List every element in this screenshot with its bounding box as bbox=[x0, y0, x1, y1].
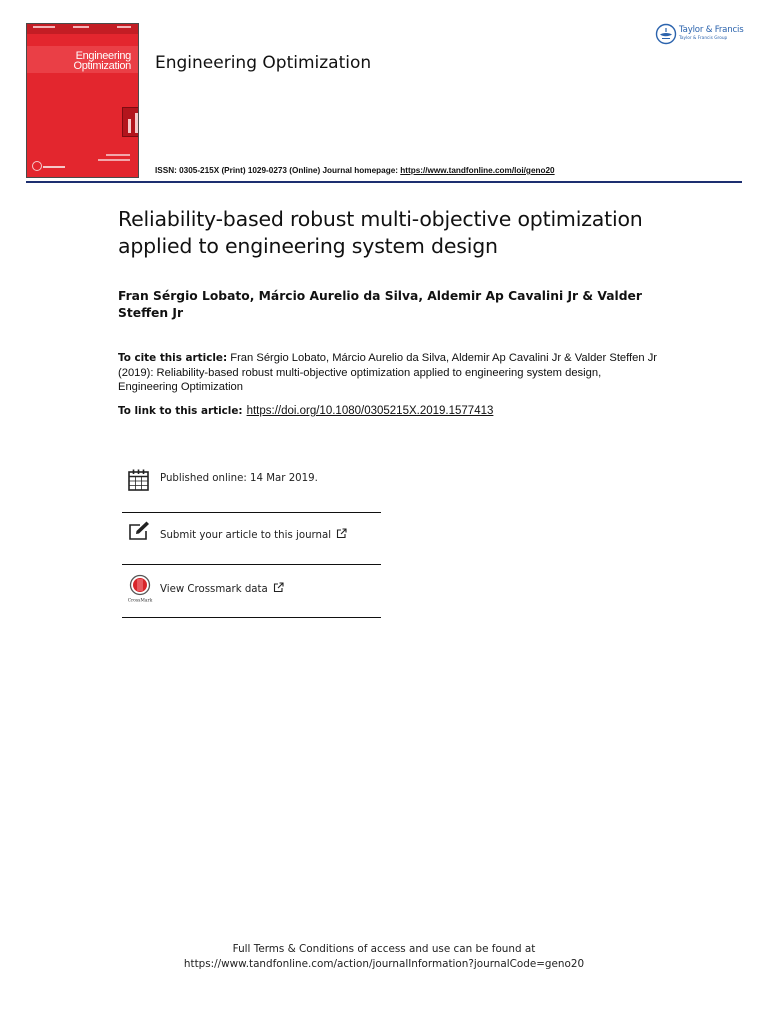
article-link-label: To link to this article: bbox=[118, 405, 243, 417]
footer-terms-text: Full Terms & Conditions of access and use can be found at bbox=[232, 943, 536, 955]
footer-terms-link[interactable]: https://www.tandfonline.com/action/journalInformation?journalCode=geno20 bbox=[183, 958, 585, 970]
crossmark-icon bbox=[126, 574, 154, 604]
submit-article-text: Submit your article to this journal bbox=[160, 530, 332, 541]
cover-editor-line bbox=[98, 159, 130, 161]
crossmark-label bbox=[160, 582, 284, 595]
cover-title-line2: Optimization bbox=[73, 60, 131, 72]
crossmark-icon-text: CrossMark bbox=[127, 598, 153, 604]
header-divider bbox=[26, 181, 742, 183]
issn-line bbox=[155, 166, 555, 175]
external-link-icon bbox=[336, 528, 347, 539]
edit-icon bbox=[127, 520, 153, 542]
citation bbox=[118, 351, 658, 395]
cover-title bbox=[73, 51, 131, 71]
published-online-text: Published online: 14 Mar 2019. bbox=[160, 473, 318, 484]
publisher-logo[interactable] bbox=[655, 23, 750, 47]
citation-label: To cite this article: bbox=[118, 352, 228, 364]
citation-text: Fran Sérgio Lobato, Márcio Aurelio da Silva, Aldemir Ap Cavalini Jr & Valder Steffen Jr (2019): Reliability-based robust multi-objective optimization applied to engineering system design, Engineering Optimization bbox=[118, 352, 658, 393]
doi-link[interactable]: https://doi.org/10.1080/0305215X.2019.1577413 bbox=[246, 405, 494, 417]
crossmark-link[interactable] bbox=[124, 574, 382, 604]
cover-top-strip bbox=[27, 24, 138, 34]
cover-publisher-bar bbox=[43, 166, 65, 168]
crossmark-text: View Crossmark data bbox=[160, 584, 268, 595]
calendar-icon bbox=[127, 468, 151, 492]
footer bbox=[0, 942, 768, 972]
divider bbox=[122, 564, 381, 565]
journal-cover-image bbox=[26, 23, 139, 178]
submit-article-link[interactable] bbox=[124, 520, 382, 544]
journal-homepage-link[interactable]: https://www.tandfonline.com/loi/geno20 bbox=[400, 166, 555, 175]
cover-publisher-icon bbox=[32, 161, 42, 171]
external-link-icon bbox=[273, 582, 284, 593]
submit-article-label bbox=[160, 528, 347, 541]
divider bbox=[122, 512, 381, 513]
cover-editor-line bbox=[106, 154, 130, 156]
published-online-row bbox=[124, 468, 382, 492]
article-link bbox=[118, 405, 678, 417]
journal-title: Engineering Optimization bbox=[155, 53, 372, 73]
article-title: Reliability-based robust multi-objective optimization applied to engineering system design bbox=[118, 207, 643, 258]
divider bbox=[122, 617, 381, 618]
publisher-name: Taylor & Francis bbox=[679, 25, 744, 35]
issn-text: ISSN: 0305-215X (Print) 1029-0273 (Online) Journal homepage: bbox=[155, 166, 401, 175]
cover-title-line1: Engineering bbox=[75, 50, 131, 62]
publisher-group: Taylor & Francis Group bbox=[679, 36, 728, 41]
publisher-logo-icon bbox=[655, 23, 677, 45]
article-authors: Fran Sérgio Lobato, Márcio Aurelio da Silva, Aldemir Ap Cavalini Jr & Valder Steffen Jr bbox=[118, 289, 642, 320]
cover-illustration bbox=[122, 107, 139, 137]
